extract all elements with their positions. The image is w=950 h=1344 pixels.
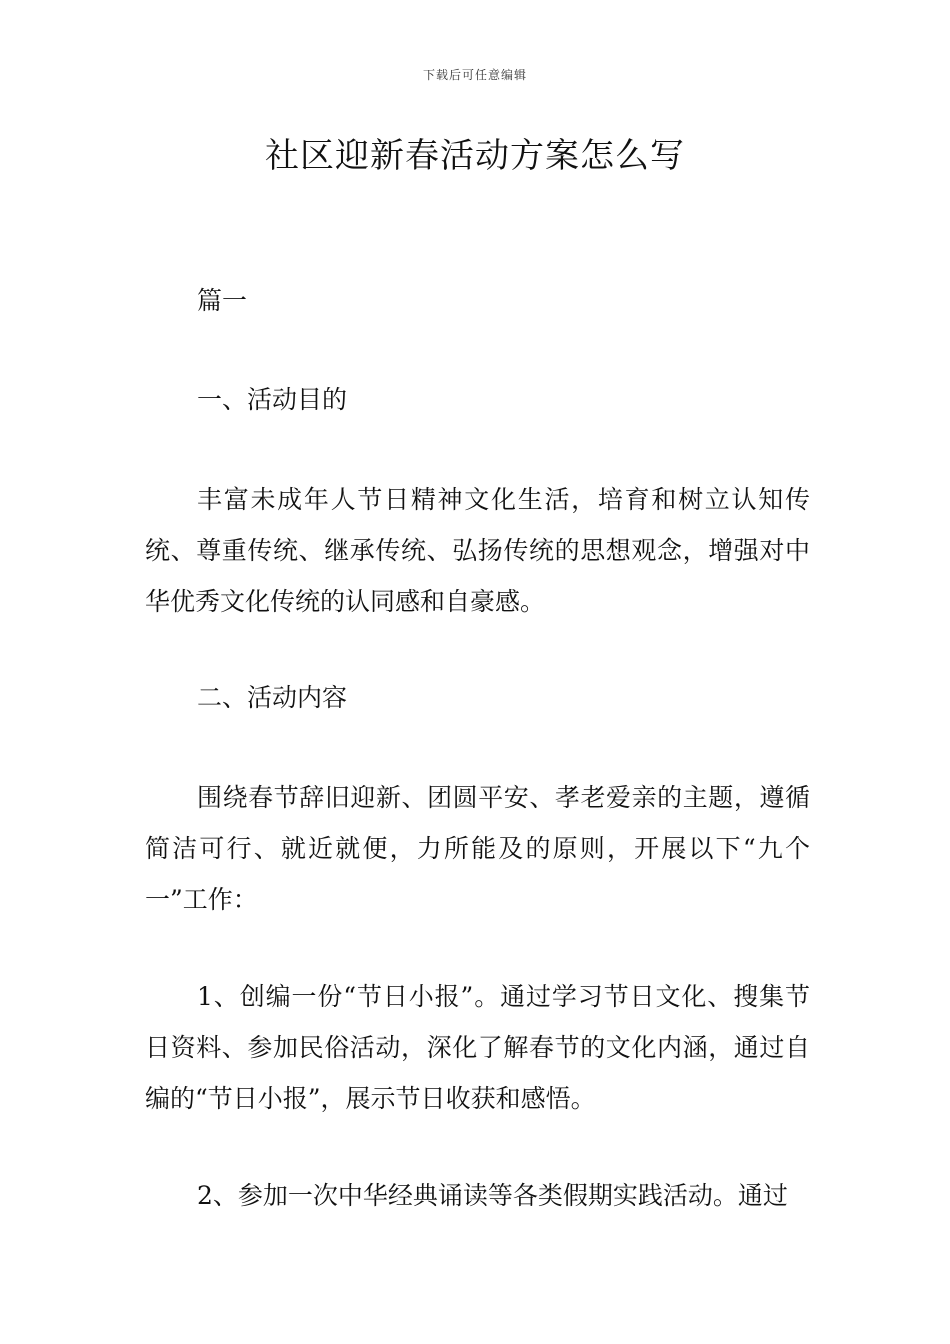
- section-heading-content: 二、活动内容: [197, 683, 348, 712]
- paragraph-purpose: 丰富未成年人节日精神文化生活，培育和树立认知传统、尊重传统、继承传统、弘扬传统的思想观念，增强对中华优秀文化传统的认同感和自豪感。: [145, 485, 810, 616]
- list-item-recitation: 2、参加一次中华经典诵读等各类假期实践活动。通过: [197, 1181, 788, 1210]
- document-title: 社区迎新春活动方案怎么写: [265, 136, 685, 176]
- part-label: 篇一: [197, 286, 248, 315]
- list-item-newspaper: 1、创编一份“节日小报”。通过学习节日文化、搜集节日资料、参加民俗活动，深化了解春节的文化内涵，通过自编的“节日小报”，展示节日收获和感悟。: [145, 982, 810, 1113]
- header-note: 下载后可任意编辑: [422, 68, 527, 82]
- paragraph-content: 围绕春节辞旧迎新、团圆平安、孝老爱亲的主题，遵循简洁可行、就近就便，力所能及的原则，开展以下“九个一”工作：: [145, 783, 810, 914]
- section-heading-purpose: 一、活动目的: [197, 385, 348, 414]
